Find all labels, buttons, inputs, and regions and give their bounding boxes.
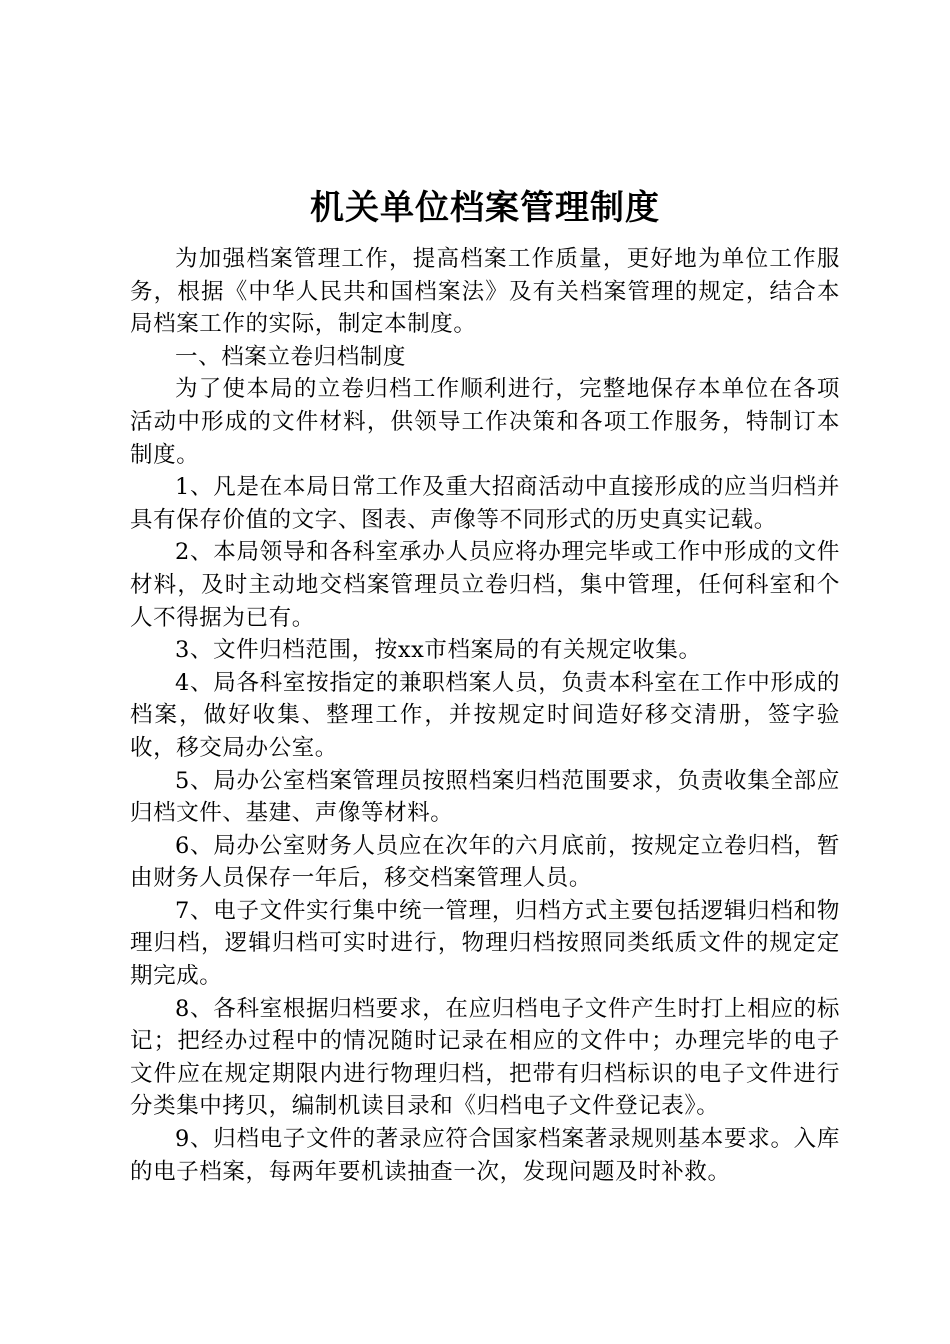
- paragraph-item-1: 1、凡是在本局日常工作及重大招商活动中直接形成的应当归档并具有保存价值的文字、图表、声像等不同形式的历史真实记载。: [130, 474, 840, 533]
- paragraph-intro: 为加强档案管理工作，提高档案工作质量，更好地为单位工作服务，根据《中华人民共和国档案法》及有关档案管理的规定，结合本局档案工作的实际，制定本制度。: [130, 246, 840, 338]
- paragraph-item-5: 5、局办公室档案管理员按照档案归档范围要求，负责收集全部应归档文件、基建、声像等材料。: [130, 767, 840, 827]
- paragraph-item-8: 8、各科室根据归档要求，在应归档电子文件产生时打上相应的标记；把经办过程中的情况随时记录在相应的文件中；办理完毕的电子文件应在规定期限内进行物理归档，把带有归档标识的电子文件进行分类集中拷贝，编制机读目录和《归档电子文件登记表》。: [130, 995, 840, 1120]
- document-title: 机关单位档案管理制度: [310, 188, 660, 228]
- paragraph-item-4: 4、局各科室按指定的兼职档案人员，负责本科室在工作中形成的档案，做好收集、整理工作，并按规定时间造好移交清册，签字验收，移交局办公室。: [130, 669, 840, 761]
- paragraph-item-6: 6、局办公室财务人员应在次年的六月底前，按规定立卷归档，暂由财务人员保存一年后，移交档案管理人员。: [130, 832, 840, 892]
- paragraph-purpose: 为了使本局的立卷归档工作顺利进行，完整地保存本单位在各项活动中形成的文件材料，供领导工作决策和各项工作服务，特制订本制度。: [130, 376, 840, 468]
- section-heading-filing-system: 一、档案立卷归档制度: [175, 343, 407, 370]
- paragraph-item-9: 9、归档电子文件的著录应符合国家档案著录规则基本要求。入库的电子档案，每两年要机读抽查一次，发现问题及时补救。: [130, 1126, 840, 1185]
- paragraph-item-2: 2、本局领导和各科室承办人员应将办理完毕或工作中形成的文件材料，及时主动地交档案管理员立卷归档，集中管理，任何科室和个人不得据为已有。: [130, 539, 840, 631]
- paragraph-item-3: 3、文件归档范围，按xx市档案局的有关规定收集。: [175, 637, 702, 664]
- document-page: [130, 183, 840, 1188]
- paragraph-item-7: 7、电子文件实行集中统一管理，归档方式主要包括逻辑归档和物理归档，逻辑归档可实时进行，物理归档按照同类纸质文件的规定定期完成。: [130, 897, 840, 990]
